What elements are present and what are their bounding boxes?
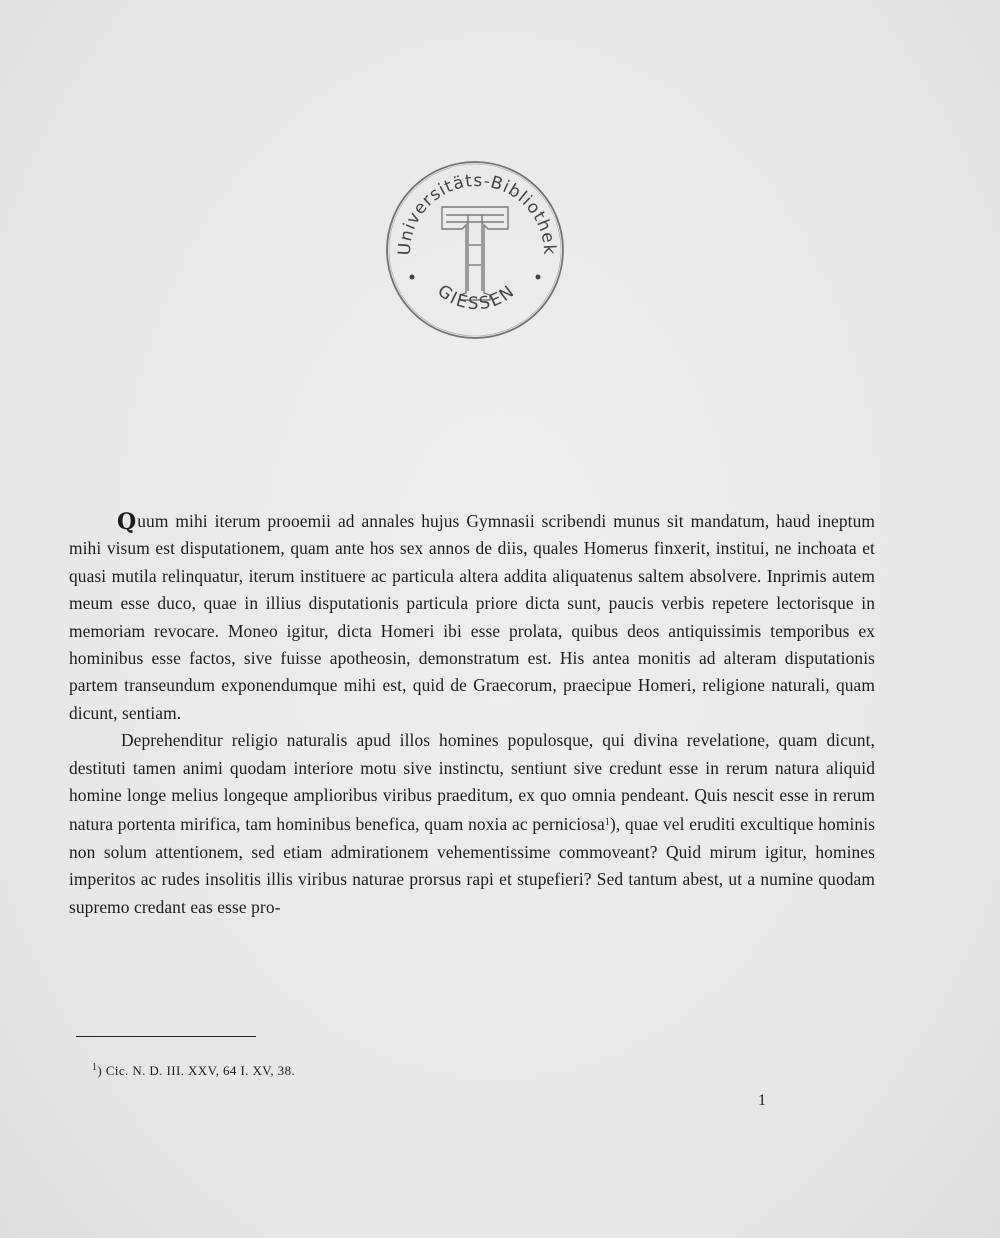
footnote-text: ) Cic. N. D. III. XXV, 64 I. XV, 38. [97,1063,296,1078]
paragraph-1-text: uum mihi iterum prooemii ad annales hujus Gymnasii scribendi munus sit mandatum, haud ineptum mihi visum est disputationem, quam ante hos sex annos de diis, quales Homerus finxerit, institui, ne inchoata et quasi mutila relinquatur, iterum instituere ac particula altera addita aliquatenus saltem absolvere. Inprimis autem meum esse duco, quae in illius disputationis particula priore dicta sunt, paucis verbis repetere lectorisque in memoriam revocare. Moneo igitur, dicta Homeri ibi esse prolata, quibus deos antiquissimis temporibus ex hominibus esse factos, sive fuisse apotheosin, demonstratum est. His antea monitis ad alteram disputationis partem transeundum exponendumque mihi est, quid de Graecorum, praecipue Homeri, religione naturali, quam dicunt, sentiam. [69,511,875,723]
paragraph-1 [69,508,875,727]
paragraph-2 [69,727,875,921]
stamp-arc-text: Universitäts-Bibliothek [394,170,560,256]
page-number: 1 [758,1092,766,1109]
drop-cap: Q [117,509,137,535]
library-stamp [380,155,570,345]
footnote [92,1062,295,1079]
paragraph-2-text-a: Deprehenditur religio naturalis apud illos homines populosque, qui divina revelatione, quam dicunt, destituti tamen animi quodam interiore motu sive instinctu, sentiunt sive credunt esse in rerum natura aliquid homine longe melius longeque amplioribus viribus praeditum, ex quo omnia pendeant. Quis nescit esse in rerum natura portenta mirifica, tam hominibus benefica, quam noxia ac perniciosa [69,730,875,835]
stamp-dot-left [410,275,415,280]
svg-text:Universitäts-Bibliothek [395,171,559,256]
body-text [69,508,875,921]
svg-text:GIESSEN [433,281,519,314]
paragraph-2-text-b: ), quae vel eruditi excultique hominis non solum attentionem, sed etiam admirationem vehementissime commoveant? Quid mirum igitur, homines imperitos ac rudes insolitis illis viribus naturae prorsus rapi et stupefieri? Sed tantum abest, ut a numine quodam supremo credant eas esse pro- [69,814,875,917]
footnote-reference: 1 [604,817,610,829]
footnote-divider [76,1036,256,1037]
stamp-bottom-text: GIESSEN [433,281,520,315]
stamp-dot-right [536,275,541,280]
footnote-marker: 1 [92,1062,98,1073]
